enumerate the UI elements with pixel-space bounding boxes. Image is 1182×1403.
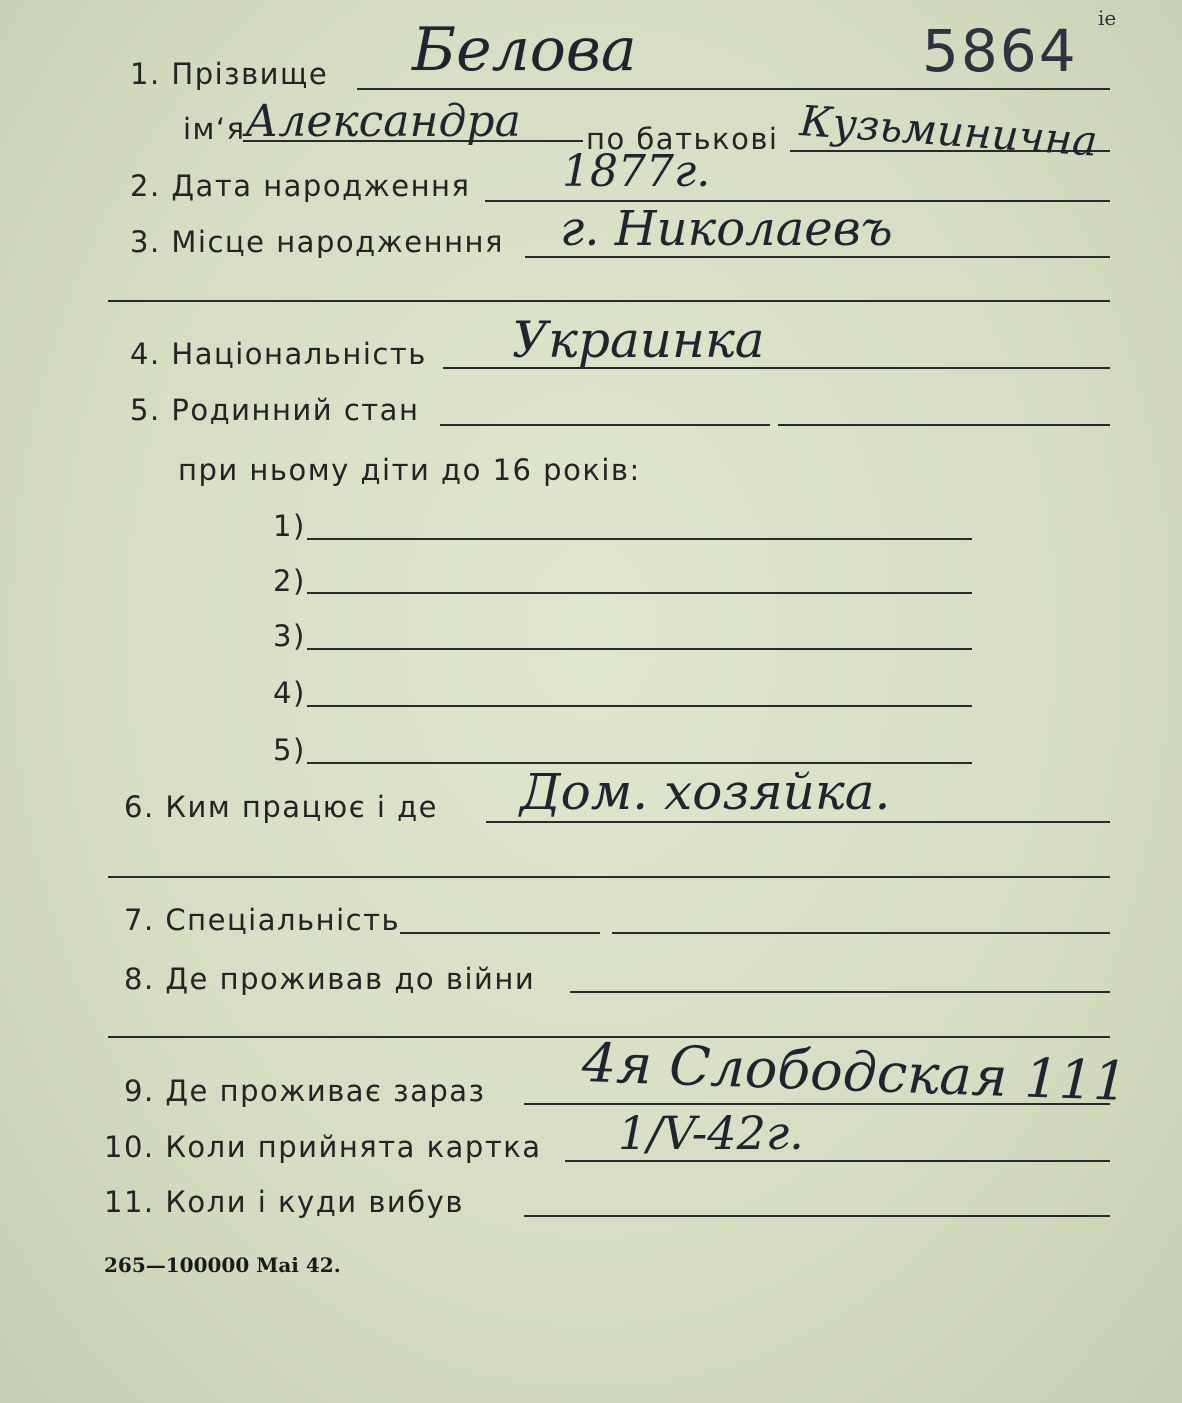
occupation-value[interactable]: Дом. хозяйка. bbox=[520, 763, 891, 821]
archive-number-suffix: ie bbox=[1098, 6, 1117, 30]
child-2-line[interactable] bbox=[307, 592, 972, 594]
prewar-residence-line bbox=[570, 991, 1110, 993]
archive-number: 5864 bbox=[922, 17, 1078, 85]
specialty-line-b bbox=[612, 932, 1110, 934]
birth-place-label: 3. Місце народженння bbox=[130, 225, 504, 259]
child-4-label: 4) bbox=[273, 676, 306, 710]
first-name-label: ім‘я bbox=[183, 112, 246, 146]
specialty-label: 7. Спеціальність bbox=[124, 903, 401, 937]
marital-status-line-b bbox=[778, 424, 1110, 426]
occupation-line-2 bbox=[108, 876, 1110, 878]
current-residence-label: 9. Де проживає зараз bbox=[124, 1074, 486, 1108]
first-name-value[interactable]: Александра bbox=[245, 96, 521, 147]
occupation-line bbox=[486, 821, 1110, 823]
child-3-label: 3) bbox=[273, 619, 306, 653]
nationality-label: 4. Національність bbox=[130, 337, 427, 371]
birth-date-label: 2. Дата народження bbox=[130, 169, 471, 203]
surname-label: 1. Прізвище bbox=[130, 57, 329, 91]
card-accepted-label: 10. Коли прийнята картка bbox=[104, 1130, 542, 1164]
surname-value[interactable]: Белова bbox=[412, 15, 637, 85]
marital-status-label: 5. Родинний стан bbox=[130, 393, 420, 427]
departure-line bbox=[524, 1215, 1110, 1217]
print-mark: 265—100000 Mai 42. bbox=[104, 1253, 341, 1277]
card-accepted-value[interactable]: 1/V-42г. bbox=[618, 1106, 804, 1160]
birth-date-value[interactable]: 1877г. bbox=[562, 146, 711, 197]
nationality-value[interactable]: Украинка bbox=[512, 311, 765, 369]
card-accepted-line bbox=[565, 1160, 1110, 1162]
departure-label: 11. Коли і куди вибув bbox=[104, 1185, 464, 1219]
surname-line bbox=[357, 88, 1110, 90]
specialty-line bbox=[400, 932, 600, 934]
patronymic-value[interactable]: Кузьминична bbox=[798, 96, 1100, 166]
birth-place-value[interactable]: г. Николаевъ bbox=[560, 201, 893, 257]
child-1-label: 1) bbox=[273, 509, 306, 543]
current-residence-value[interactable]: 4я Слободская 111 bbox=[580, 1031, 1129, 1114]
patronymic-label: по батькові bbox=[586, 122, 779, 156]
child-3-line[interactable] bbox=[307, 648, 972, 650]
child-1-line[interactable] bbox=[307, 538, 972, 540]
prewar-residence-label: 8. Де проживав до війни bbox=[124, 962, 536, 996]
child-5-label: 5) bbox=[273, 733, 306, 767]
child-4-line[interactable] bbox=[307, 705, 972, 707]
children-label: при ньому діти до 16 років: bbox=[178, 453, 641, 487]
child-2-label: 2) bbox=[273, 564, 306, 598]
occupation-label: 6. Ким працює і де bbox=[124, 790, 439, 824]
birth-place-line-2 bbox=[108, 300, 1110, 302]
marital-status-line bbox=[440, 424, 770, 426]
